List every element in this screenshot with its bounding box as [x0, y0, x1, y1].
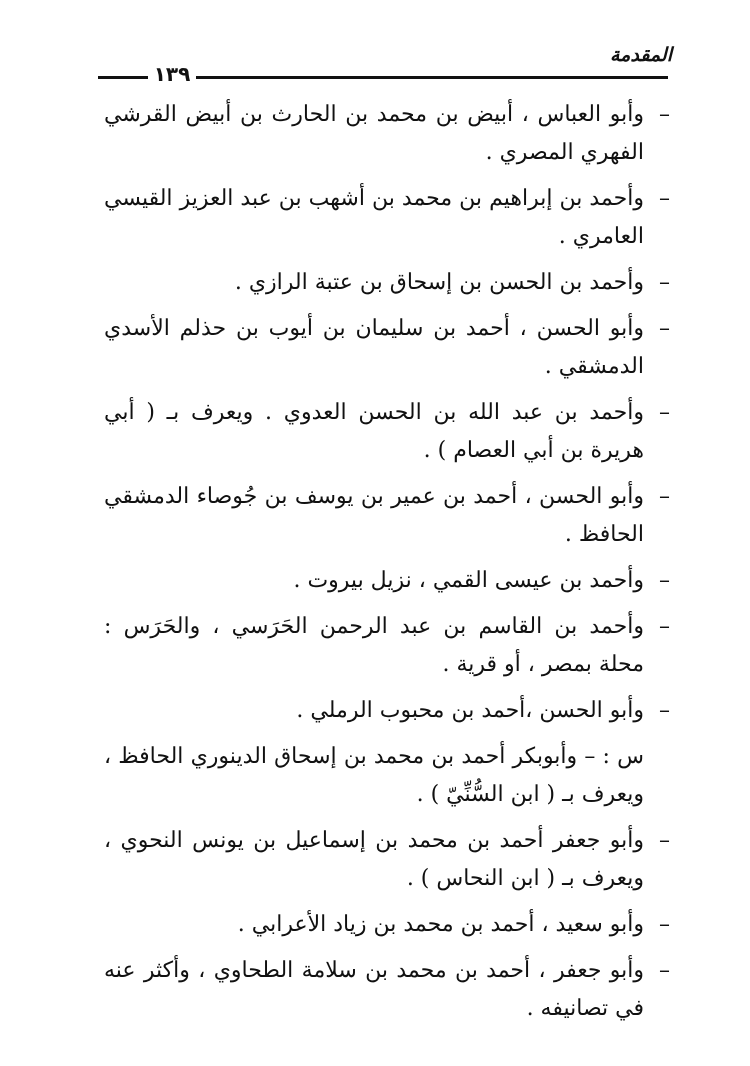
entry-item: [104, 562, 670, 600]
entry-text: وأبو جعفر ، أحمد بن محمد بن سلامة الطحاوي ، وأكثر عنه في تصانيفه .: [104, 958, 644, 1021]
entry-text: وأحمد بن عبد الله بن الحسن العدوي . ويعرف بـ ( أبي هريرة بن أبي العصام ) .: [104, 400, 644, 463]
entry-dash: –: [659, 102, 670, 127]
entry-dash: –: [659, 186, 670, 211]
entry-text: وأحمد بن القاسم بن عبد الرحمن الحَرَسي ، والحَرَس : محلة بمصر ، أو قرية .: [104, 614, 644, 677]
entry-item: [104, 738, 644, 814]
entry-item: [104, 394, 670, 470]
page-header-title: المقدمة: [609, 44, 672, 66]
entry-text: وأبو جعفر أحمد بن محمد بن إسماعيل بن يونس النحوي ، ويعرف بـ ( ابن النحاس ) .: [104, 828, 644, 891]
header-rule: [196, 76, 668, 79]
entry-dash: –: [659, 316, 670, 341]
entry-text: وأحمد بن عيسى القمي ، نزيل بيروت .: [293, 568, 644, 593]
entry-text: وأبو العباس ، أبيض بن محمد بن الحارث بن أبيض القرشي الفهري المصري .: [104, 102, 644, 165]
entry-item: [104, 96, 670, 172]
entry-text: وأبو سعيد ، أحمد بن محمد بن زياد الأعرابي .: [237, 912, 644, 937]
entry-item: [104, 310, 670, 386]
entry-text: وأحمد بن الحسن بن إسحاق بن عتبة الرازي .: [234, 270, 644, 295]
entry-dash: –: [659, 828, 670, 853]
header-rule-left: [98, 76, 148, 79]
entry-text: وأحمد بن إبراهيم بن محمد بن أشهب بن عبد العزيز القيسي العامري .: [104, 186, 644, 249]
entry-text: وأبو الحسن ، أحمد بن سليمان بن أيوب بن حذلم الأسدي الدمشقي .: [104, 316, 644, 379]
entry-dash: –: [659, 270, 670, 295]
entry-dash: –: [659, 912, 670, 937]
entry-item: [104, 692, 670, 730]
entry-item: [104, 180, 670, 256]
entry-dash: –: [659, 568, 670, 593]
entry-dash: –: [659, 614, 670, 639]
entry-item: [104, 264, 670, 302]
entry-text: وأبو الحسن ،أحمد بن محبوب الرملي .: [296, 698, 644, 723]
entry-dash: –: [659, 400, 670, 425]
entry-dash: –: [659, 484, 670, 509]
entry-item: [104, 906, 670, 944]
entry-dash: –: [659, 958, 670, 983]
entry-item: [104, 822, 670, 898]
page-number: ١٣٩: [153, 62, 191, 86]
entry-item: [104, 478, 670, 554]
entry-dash: –: [659, 698, 670, 723]
entry-item: [104, 952, 670, 1028]
entry-text: وأبو الحسن ، أحمد بن عمير بن يوسف بن جُوصاء الدمشقي الحافظ .: [104, 484, 644, 547]
entries-list: [104, 96, 670, 1036]
entry-text: س : – وأبوبكر أحمد بن محمد بن إسحاق الدينوري الحافظ ، ويعرف بـ ( ابن السُّنِّيّ ) .: [104, 744, 644, 807]
entry-item: [104, 608, 670, 684]
